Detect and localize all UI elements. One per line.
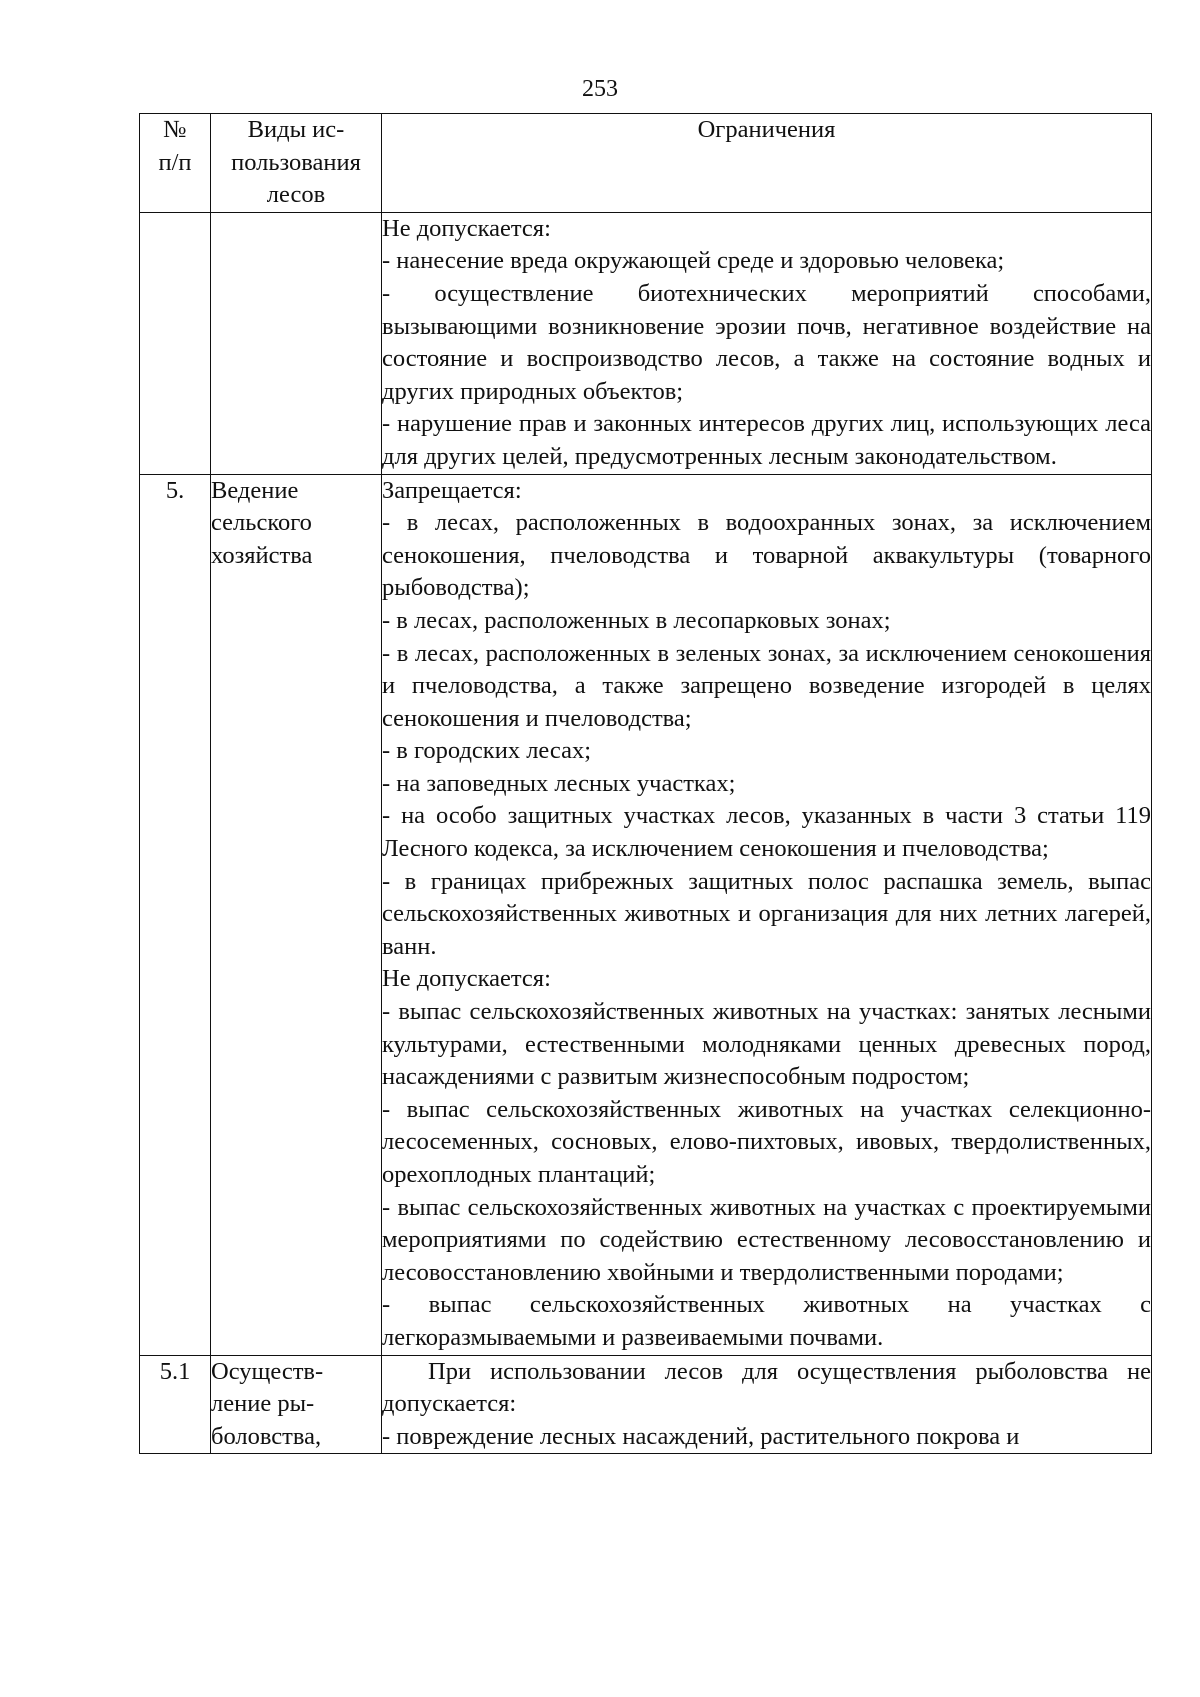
kind-line: Ведение [211, 476, 299, 504]
row-restrictions-cell [382, 474, 1152, 1355]
header-kind-line: пользования [231, 148, 361, 176]
kind-line: хозяйства [211, 541, 313, 569]
header-number [140, 114, 211, 213]
restrictions-table [139, 113, 1152, 1454]
restriction-paragraph: Не допускается: [382, 965, 551, 993]
restriction-paragraph: При использовании лесов для осуществления рыболовства не допускается: [382, 1357, 1151, 1418]
row-number-cell [140, 212, 211, 474]
restriction-paragraph: - выпас сельскохозяйственных животных на участках селекционно-лесосеменных, сосновых, елово-пихтовых, ивовых, твердолиственных, орехоплодных плантаций; [382, 1095, 1151, 1188]
page-number: 253 [582, 76, 618, 102]
header-forest-use-kind [211, 114, 382, 213]
restriction-paragraph: - выпас сельскохозяйственных животных на участках: занятых лесными культурами, естественными молодняками ценных древесных пород, насаждениями с развитым жизнеспособным подростом; [382, 998, 1151, 1091]
restriction-paragraph: - выпас сельскохозяйственных животных на участках с легкоразмываемыми и развеиваемыми почвами. [382, 1291, 1151, 1351]
row-kind-cell [211, 474, 382, 1355]
kind-line: сельского [211, 509, 312, 537]
table-header-row [140, 114, 1152, 213]
restriction-paragraph: - в лесах, расположенных в водоохранных зонах, за исключением сенокошения, пчеловодства и товарной аквакультуры (товарного рыбоводства); [382, 509, 1151, 602]
row-number-cell: 5.1 [140, 1355, 211, 1454]
kind-line: Осуществ- [211, 1357, 324, 1385]
restriction-paragraph: - в лесах, расположенных в зеленых зонах, за исключением сенокошения и пчеловодства, а также запрещено возведение изгородей в целях сенокошения и пчеловодства; [382, 639, 1151, 732]
header-kind-line: лесов [266, 181, 326, 209]
restriction-paragraph: - повреждение лесных насаждений, растительного покрова и [382, 1422, 1020, 1450]
restriction-paragraph: Запрещается: [382, 476, 522, 504]
row-kind-cell [211, 212, 382, 474]
row-restrictions-cell [382, 1355, 1152, 1454]
row-kind-cell [211, 1355, 382, 1454]
restriction-paragraph: - в городских лесах; [382, 737, 592, 765]
restriction-paragraph: - выпас сельскохозяйственных животных на участках с проектируемыми мероприятиями по содействию естественному лесовосстановлению и лесовосстановлению хвойными и твердолиственными породами; [382, 1193, 1151, 1286]
header-number-line: п/п [158, 148, 192, 176]
kind-line: боловства, [211, 1422, 322, 1450]
row-restrictions-cell [382, 212, 1152, 474]
restriction-paragraph: - в границах прибрежных защитных полос распашка земель, выпас сельскохозяйственных животных и организация для них летних лагерей, ванн. [382, 867, 1151, 960]
table-row [140, 212, 1152, 474]
restriction-paragraph: - нанесение вреда окружающей среде и здоровью человека; [382, 247, 1005, 275]
header-restrictions: Ограничения [382, 114, 1152, 213]
kind-line: ление ры- [211, 1390, 315, 1418]
table-row [140, 474, 1152, 1355]
header-number-line: № [163, 116, 187, 143]
restriction-paragraph: Не допускается: [382, 214, 551, 242]
row-number-cell: 5. [140, 474, 211, 1355]
restriction-paragraph: - на заповедных лесных участках; [382, 769, 736, 797]
restriction-paragraph: - на особо защитных участках лесов, указанных в части 3 статьи 119 Лесного кодекса, за исключением сенокошения и пчеловодства; [382, 802, 1151, 863]
restriction-paragraph: - в лесах, расположенных в лесопарковых зонах; [382, 606, 891, 634]
restriction-paragraph: - осуществление биотехнических мероприятий способами, вызывающими возникновение эрозии почв, негативное воздействие на состояние и воспроизводство лесов, а также на состояние водных и других природных объектов; [382, 279, 1151, 405]
table-row [140, 1355, 1152, 1454]
restriction-paragraph: - нарушение прав и законных интересов других лиц, использующих леса для других целей, предусмотренных лесным законодательством. [382, 410, 1151, 470]
header-kind-line: Виды ис- [247, 116, 345, 143]
